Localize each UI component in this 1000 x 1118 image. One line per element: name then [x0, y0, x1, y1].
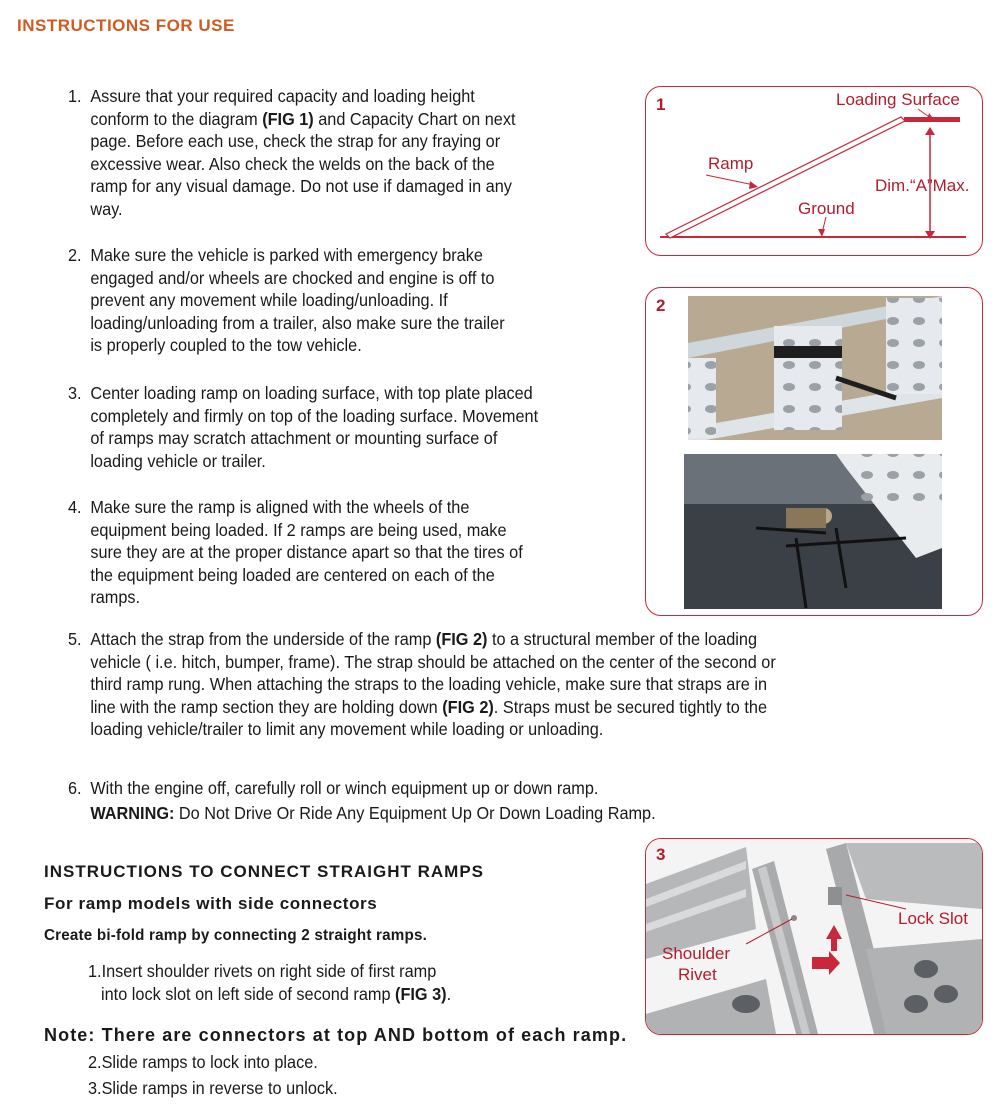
connect-note: Note: There are connectors at top AND bottom of each ramp.: [44, 1025, 628, 1045]
connect-step-1: [88, 960, 572, 1006]
instruction-1: [68, 85, 524, 220]
instruction-3: [68, 382, 542, 472]
page-title: INSTRUCTIONS FOR USE: [17, 16, 235, 35]
rivet-label: Rivet: [678, 965, 717, 984]
step-text: Attach the strap from the underside of the ramp: [90, 629, 436, 649]
step-number: 3.: [68, 383, 82, 403]
step-number: 5.: [68, 629, 82, 649]
figure-1-ramp-diagram: [645, 86, 983, 256]
fig-ref: (FIG 1): [262, 108, 314, 129]
figure-3-connector-photo: [645, 838, 983, 1035]
connect-subheading-2: Create bi-fold ramp by connecting 2 straight ramps.: [44, 927, 428, 944]
figure-number: 2: [656, 296, 666, 315]
connector-photo: [646, 839, 982, 1034]
instruction-5: [68, 628, 784, 741]
step-number: 6.: [68, 778, 82, 798]
fig-ref: (FIG 2): [442, 696, 494, 717]
figure-2-strap-photos: [645, 287, 983, 616]
instruction-6: [68, 776, 793, 826]
step-number: 1.: [68, 86, 82, 106]
ramp-diagram: [646, 87, 982, 255]
strap-photos: [646, 288, 982, 615]
instruction-4: [68, 496, 528, 609]
step-text: and Capacity Chart on next page. Before each use, check the strap for any fraying or excessive wear. Also check the welds on the back of the ramp for any visual damage. Do not use if damaged in any way.: [90, 108, 516, 219]
connect-step-2: 2.Slide ramps to lock into place.: [88, 1052, 318, 1072]
step-text: into lock slot on left side of second ramp: [101, 984, 396, 1004]
fig-ref: (FIG 2): [435, 629, 488, 649]
step-text: Center loading ramp on loading surface, with top plate placed completely and firmly on top of the loading surface. Movement of ramps may scratch attachment or mounting surface of loading vehicle or trailer.: [90, 383, 539, 471]
step-text: Make sure the ramp is aligned with the wheels of the equipment being loaded. If 2 ramps are being used, make sure they are at the proper distance apart so that the tires of the equipment being loaded are centered on each of the ramps.: [90, 497, 523, 607]
instruction-2: [68, 244, 513, 357]
step-text: . Straps must be secured tightly to the loading vehicle/trailer to limit any movement while loading or unloading.: [90, 696, 767, 739]
figure-number: 1: [656, 95, 666, 114]
ramp-label: Ramp: [708, 154, 754, 173]
connect-step-3: 3.Slide ramps in reverse to unlock.: [88, 1078, 338, 1098]
step-text: Assure that your required capacity and loading height conform to the diagram: [90, 86, 475, 129]
connect-subheading: For ramp models with side connectors: [44, 894, 378, 913]
step-text: With the engine off, carefully roll or winch equipment up or down ramp.: [90, 778, 599, 798]
loading-surface-label: Loading Surface: [836, 90, 960, 109]
figure-number: 3: [656, 845, 666, 864]
connect-heading: INSTRUCTIONS TO CONNECT STRAIGHT RAMPS: [44, 862, 485, 881]
ground-label: Ground: [798, 199, 855, 218]
step-text: to a structural member of the loading vehicle ( i.e. hitch, bumper, frame). The strap should be attached on the center of the second or third ramp rung. When attaching the straps to the loading vehicle, make sure that straps are in line with the ramp section they are holding down: [90, 629, 776, 717]
step-text: 1.Insert shoulder rivets on right side of first ramp: [88, 961, 437, 981]
dimension-label: Dim.“A”Max.: [875, 176, 970, 195]
step-number: 4.: [68, 497, 82, 517]
step-text: .: [446, 984, 452, 1004]
step-number: 2.: [68, 245, 82, 265]
fig-ref: (FIG 3): [395, 984, 447, 1004]
shoulder-label: Shoulder: [662, 944, 731, 963]
step-text: Make sure the vehicle is parked with emergency brake engaged and/or wheels are chocked and engine is off to prevent any movement while loading/unloading. If loading/unloading from a trailer, also make sure the trailer is properly coupled to the tow vehicle.: [90, 245, 505, 355]
warning-label: WARNING:: [90, 803, 175, 823]
lock-slot-label: Lock Slot: [898, 909, 968, 928]
warning-text: Do Not Drive Or Ride Any Equipment Up Or Down Loading Ramp.: [174, 803, 656, 823]
